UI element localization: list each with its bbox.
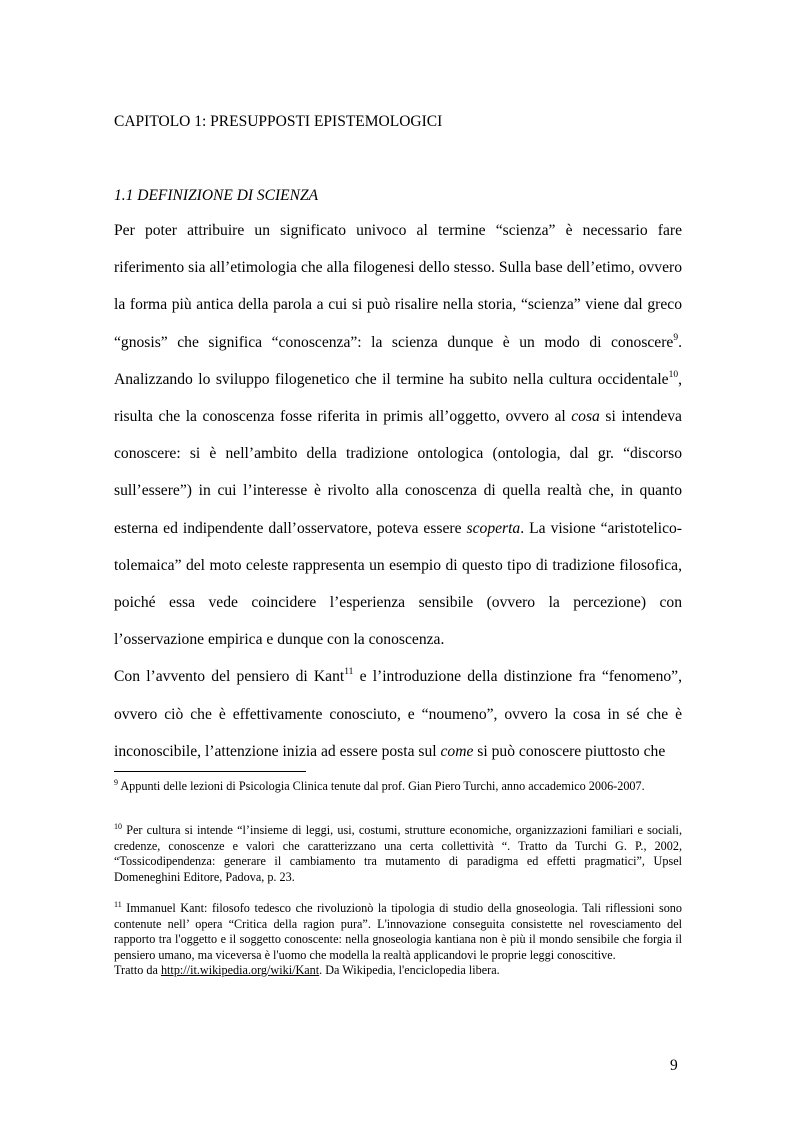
footnote-11-text: Immanuel Kant: filosofo tedesco che rivoluzionò la tipologia di studio della gnoseologia. Tali riflessioni sono contenute nell’ opera “Critica della ragion pura”. L'innovazione conseguita consistette nel rovesciamento del rapporto tra l'oggetto e il soggetto conoscente: nella gnoseologia kantiana non è più il mondo sensibile che forgia il pensiero umano, ma viceversa è l'uomo che modella la realtà applicandovi le proprie leggi conoscitive. xyxy=(114,901,682,962)
footnote-ref-9[interactable]: 9 xyxy=(673,332,679,343)
page-number: 9 xyxy=(670,1057,678,1074)
footnote-10-mark: 10 xyxy=(114,822,122,831)
footnote-9 xyxy=(114,779,682,795)
paragraph-2-text-1: Con l’avvento del pensiero di Kant xyxy=(114,668,345,686)
footnote-ref-11[interactable]: 11 xyxy=(344,667,354,678)
paragraph-1-text-4: si intendeva conoscere: si è nell’ambito della tradizione ontologica (ontologia, dal gr. “discorso sull’essere”) in cui l’interesse è rivolto alla conoscenza di quella realtà che, in quanto esterna ed indipendente dall’osservatore, poteva essere xyxy=(114,408,682,537)
footnote-11-mark: 11 xyxy=(114,900,122,909)
emphasis-cosa: cosa xyxy=(571,408,600,426)
wikipedia-link[interactable]: http://it.wikipedia.org/wiki/Kant xyxy=(160,963,320,977)
paragraph-2-text-2: e l’introduzione della distinzione fra “fenomeno”, ovvero ciò che è effettivamente conosciuto, e “noumeno”, ovvero la cosa in sé che è inconoscibile, l’attenzione inizia ad essere posta sul xyxy=(114,668,682,760)
paragraph-1-text-2: . Analizzando lo sviluppo filogenetico che il termine ha subito nella cultura occidentale xyxy=(114,333,682,388)
footnote-divider xyxy=(114,771,306,772)
footnote-9-text: Appunti delle lezioni di Psicologia Clinica tenute dal prof. Gian Piero Turchi, anno accademico 2006-2007. xyxy=(118,779,645,793)
paragraph-1-text-3: , risulta che la conoscenza fosse riferita in primis all’oggetto, ovvero al xyxy=(114,370,682,426)
section-title: 1.1 DEFINIZIONE DI SCIENZA xyxy=(114,187,319,204)
footnote-11 xyxy=(114,901,682,979)
body-text xyxy=(114,212,682,770)
paragraph-2-text-3: si può conoscere piuttosto che xyxy=(473,742,666,760)
paragraph-1 xyxy=(114,212,682,658)
footnote-9-mark: 9 xyxy=(114,778,118,787)
footnote-11-source-prefix: Tratto da xyxy=(114,963,161,977)
chapter-title: CAPITOLO 1: PRESUPPOSTI EPISTEMOLOGICI xyxy=(114,113,443,130)
paragraph-1-text-1: Per poter attribuire un significato univoco al termine “scienza” è necessario fare riferimento sia all’etimologia che alla filogenesi dello stesso. Sulla base dell’etimo, ovvero la forma più antica della parola a cui si può risalire nella storia, “scienza” viene dal greco “gnosis” che significa “conoscenza”: la scienza dunque è un modo di conoscere xyxy=(114,222,682,351)
paragraph-2 xyxy=(114,658,682,770)
footnote-10 xyxy=(114,823,682,885)
footnote-ref-10[interactable]: 10 xyxy=(668,369,679,380)
emphasis-scoperta: scoperta xyxy=(466,519,521,537)
paragraph-1-text-5: . La visione “aristotelico-tolemaica” del moto celeste rappresenta un esempio di questo tipo di tradizione filosofica, poiché essa vede coincidere l’esperienza sensibile (ovvero la percezione) con l’osservazione empirica e dunque con la conoscenza. xyxy=(114,519,683,649)
footnote-11-source-suffix: . Da Wikipedia, l'enciclopedia libera. xyxy=(319,963,500,977)
footnote-10-text: Per cultura si intende “l’insieme di leggi, usi, costumi, strutture economiche, organizzazioni familiari e sociali, credenze, conoscenze e valori che caratterizzano una certa collettività “. Tratto da Turchi G. P., 2002, “Tossicodipendenza: generare il cambiamento tra mutamento di paradigma ed effetti pragmatici”, Upsel Domeneghini Editore, Padova, p. 23. xyxy=(114,823,682,884)
emphasis-come: come xyxy=(440,742,474,760)
